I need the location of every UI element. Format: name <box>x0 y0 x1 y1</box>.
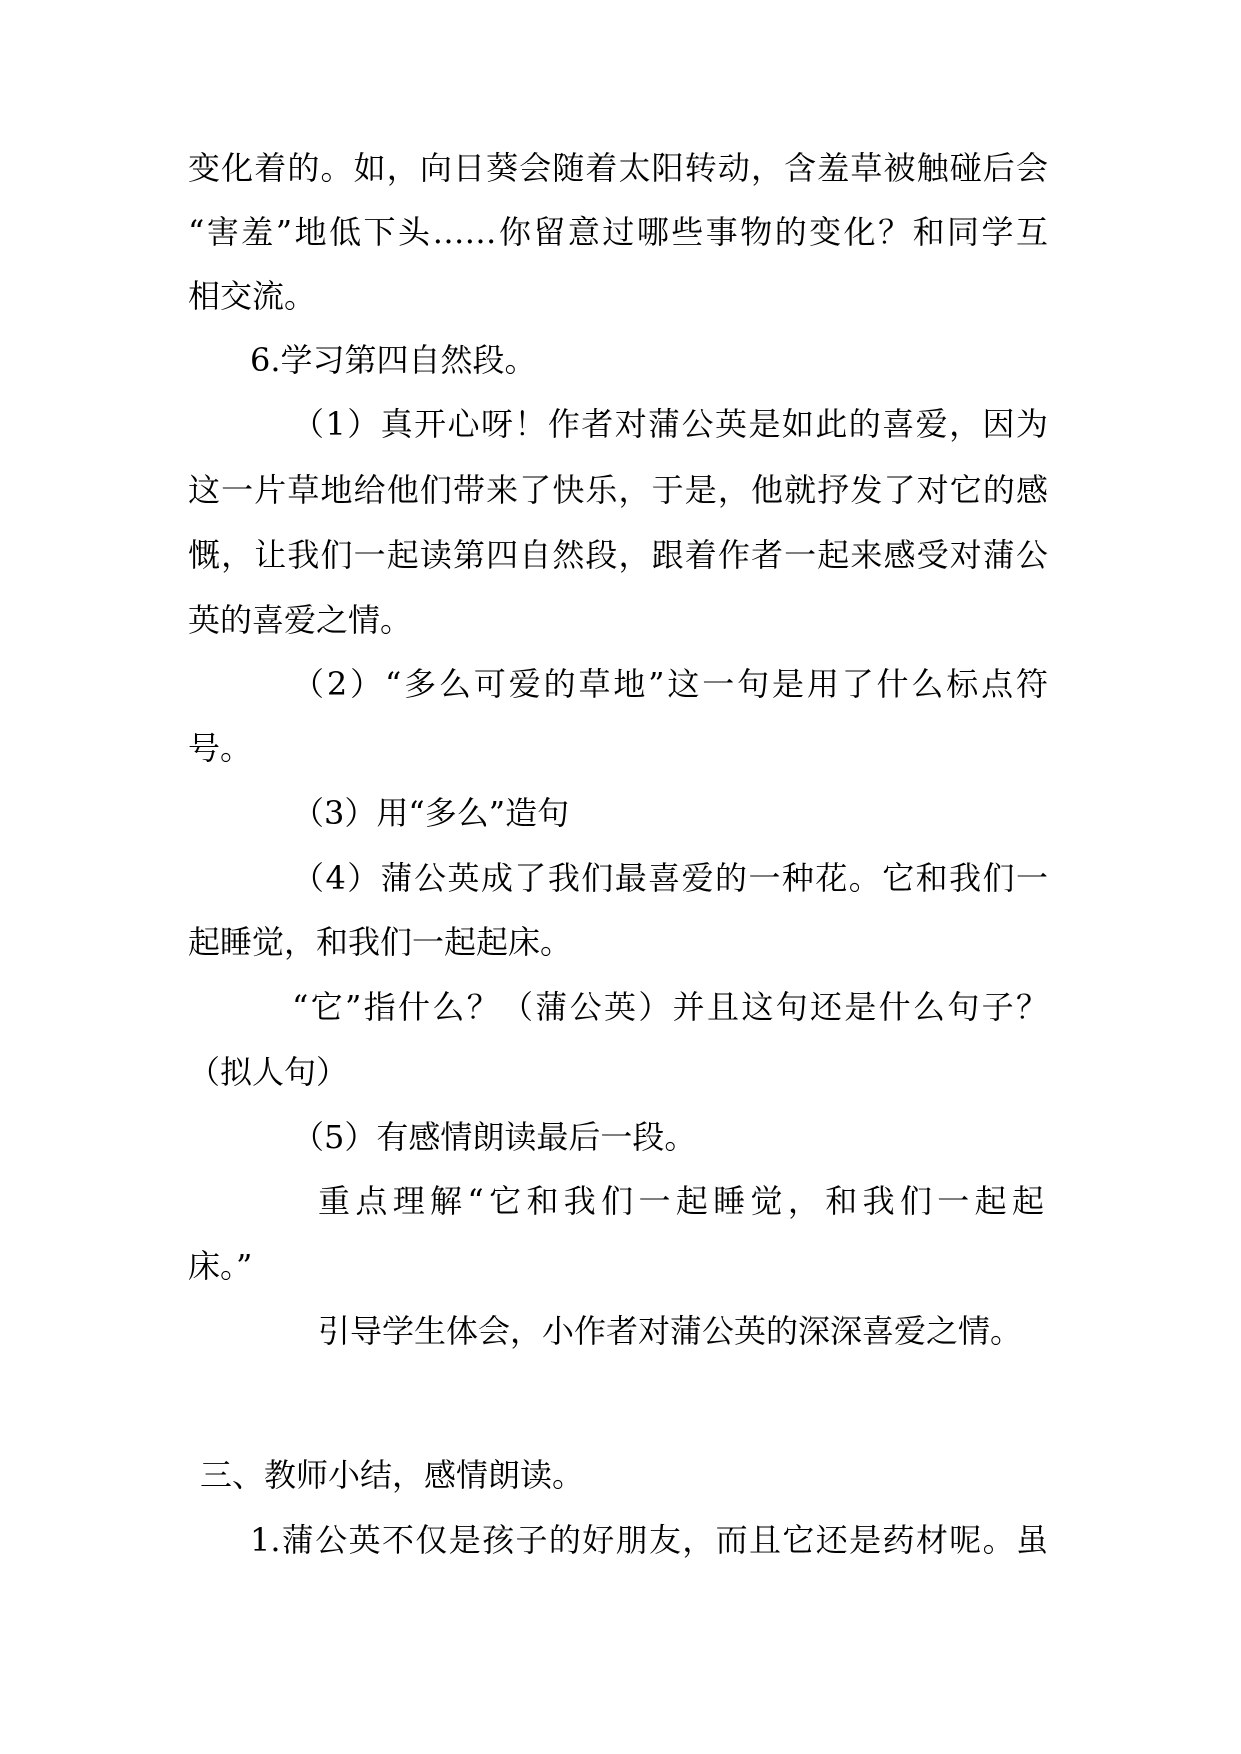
text-line-15: （拟人句） <box>188 1053 349 1091</box>
text-line-2: “害羞”地低下头……你留意过哪些事物的变化？和同学互 <box>188 213 1048 251</box>
text-line-9: （2）“多么可爱的草地”这一句是用了什么标点符 <box>292 665 1048 703</box>
section-heading-3: 三、教师小结，感情朗读。 <box>200 1456 585 1494</box>
text-line-13: 起睡觉，和我们一起起床。 <box>188 923 573 961</box>
text-line-17: 重点理解“它和我们一起睡觉，和我们一起起 <box>318 1182 1048 1220</box>
section-heading-6: 6.学习第四自然段。 <box>250 341 537 379</box>
text-line-16: （5）有感情朗读最后一段。 <box>292 1118 697 1156</box>
text-line-5: （1）真开心呀！作者对蒲公英是如此的喜爱，因为 <box>292 405 1048 443</box>
text-line-10: 号。 <box>188 729 253 767</box>
text-line-8: 英的喜爱之情。 <box>188 601 413 639</box>
text-line-7: 慨，让我们一起读第四自然段，跟着作者一起来感受对蒲公 <box>188 536 1048 574</box>
text-line-1: 变化着的。如，向日葵会随着太阳转动，含羞草被触碰后会 <box>188 149 1048 187</box>
text-line-18: 床。” <box>188 1247 253 1285</box>
text-line-11: （3）用“多么”造句 <box>292 794 570 832</box>
text-line-3: 相交流。 <box>188 277 317 315</box>
text-line-12: （4）蒲公英成了我们最喜爱的一种花。它和我们一 <box>292 859 1048 897</box>
text-line-6: 这一片草地给他们带来了快乐，于是，他就抒发了对它的感 <box>188 471 1048 509</box>
text-line-21: 1.蒲公英不仅是孩子的好朋友，而且它还是药材呢。虽 <box>250 1521 1048 1559</box>
text-line-14: “它”指什么？（蒲公英）并且这句还是什么句子？ <box>292 988 1048 1026</box>
text-line-19: 引导学生体会，小作者对蒲公英的深深喜爱之情。 <box>318 1312 1023 1350</box>
